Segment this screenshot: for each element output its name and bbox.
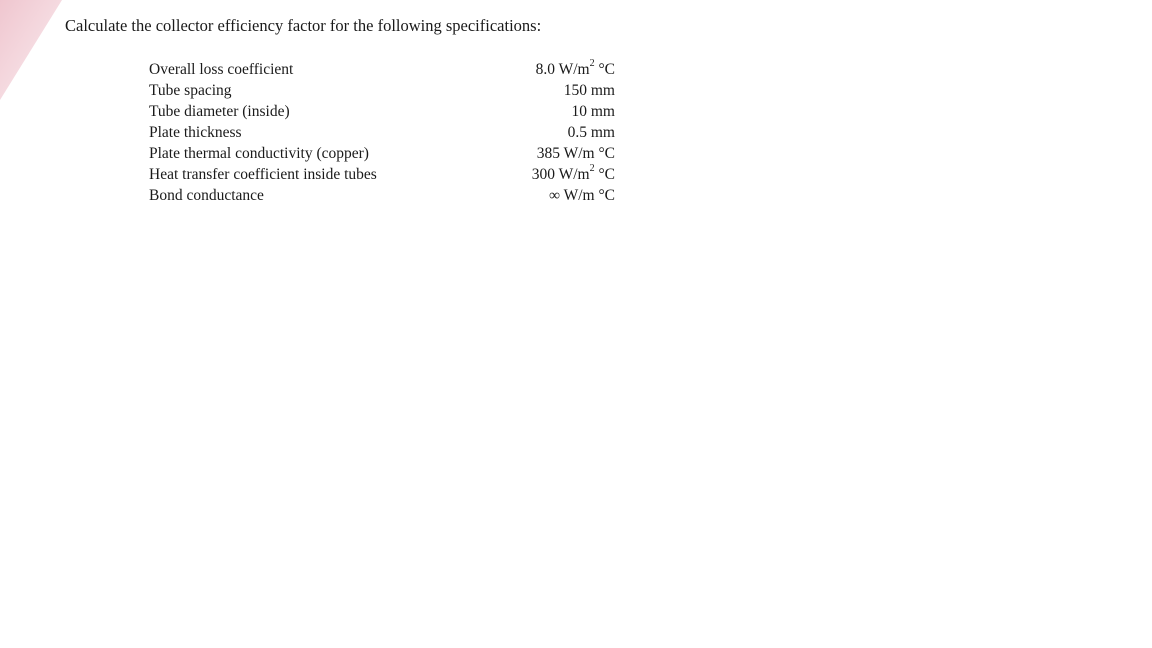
spec-label: Tube diameter (inside) bbox=[149, 102, 290, 120]
spec-row bbox=[149, 101, 617, 122]
spec-value: ∞ W/m °C bbox=[548, 186, 615, 204]
spec-row bbox=[149, 143, 617, 164]
spec-row bbox=[149, 164, 617, 185]
spec-value: 0.5 mm bbox=[567, 123, 615, 141]
spec-value: 10 mm bbox=[571, 102, 615, 120]
spec-row bbox=[149, 59, 617, 80]
spec-value: 300 $W/m^2$ °C bbox=[531, 163, 615, 183]
spec-value: 8.0 $W/m^2$ °C bbox=[535, 58, 615, 78]
spec-value: 385 W/m °C bbox=[536, 144, 615, 162]
question-text: Calculate the collector efficiency factor for the following specifications: bbox=[65, 16, 542, 35]
spec-label: Plate thickness bbox=[149, 123, 242, 141]
spec-label: Tube spacing bbox=[149, 81, 232, 99]
spec-label: Plate thermal conductivity (copper) bbox=[149, 144, 369, 162]
spec-table bbox=[149, 59, 617, 206]
spec-row bbox=[149, 80, 617, 101]
spec-label: Bond conductance bbox=[149, 186, 264, 204]
spec-row bbox=[149, 185, 617, 206]
spec-label: Overall loss coefficient bbox=[149, 60, 294, 78]
spec-row bbox=[149, 122, 617, 143]
spec-value: 150 mm bbox=[563, 81, 615, 99]
spec-label: Heat transfer coefficient inside tubes bbox=[149, 165, 377, 183]
